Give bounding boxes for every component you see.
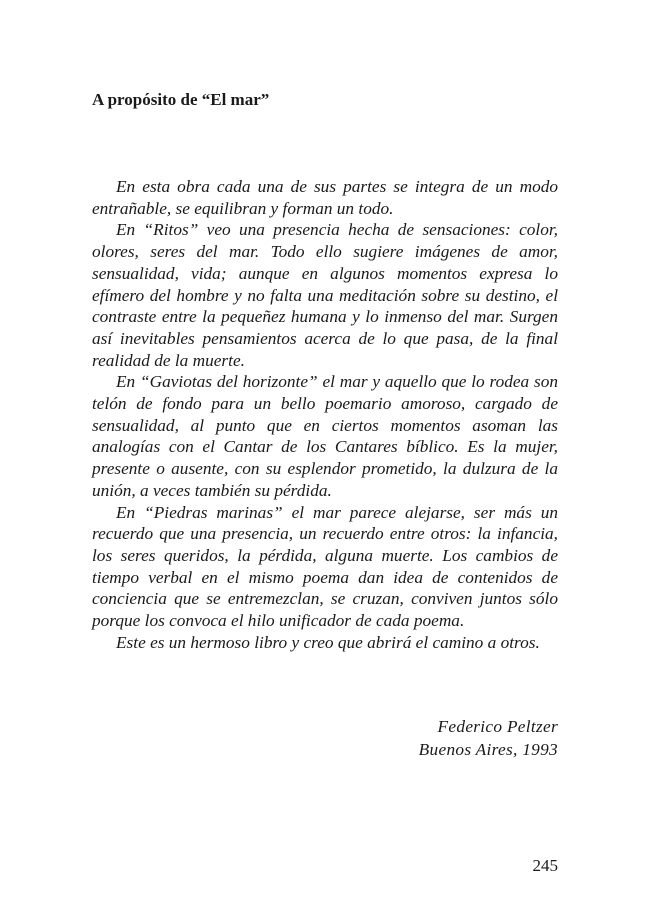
paragraph: En “Piedras marinas” el mar parece alejarse, ser más un recuerdo que una presencia, un recuerdo entre otros: la infancia, los seres queridos, la pérdida, alguna muerte. Los cambios de tiempo verbal en el mismo poema dan idea de contenidos de conciencia que se entremezclan, se cruzan, conviven juntos sólo porque los convoca el hilo unificador de cada poema. [92, 502, 558, 631]
place-date: Buenos Aires, 1993 [418, 740, 558, 759]
paragraph: En esta obra cada una de sus partes se integra de un modo entrañable, se equilibran y forman un todo. [92, 177, 558, 218]
paragraph: En “Gaviotas del horizonte” el mar y aquello que lo rodea son telón de fondo para un bello poemario amoroso, cargado de sensualidad, al punto que en ciertos momentos asoman las analogías con el Cantar de los Cantares bíblico. Es la mujer, presente o ausente, con su esplendor prometido, la dulzura de la unión, a veces también su pérdida. [92, 372, 558, 500]
page-number: 245 [532, 856, 558, 875]
signature-block [330, 715, 558, 761]
author-name: Federico Peltzer [437, 717, 558, 736]
body-text [92, 176, 558, 653]
paragraph: Este es un hermoso libro y creo que abrirá el camino a otros. [116, 632, 540, 652]
paragraph: En “Ritos” veo una presencia hecha de sensaciones: color, olores, seres del mar. Todo ello sugiere imágenes de amor, sensualidad, vida; aunque en algunos momentos expresa lo efímero del hombre y no falta una meditación sobre su destino, el contraste entre la pequeñez humana y lo inmenso del mar. Surgen así inevitables pensamientos acerca de lo que pasa, de la final realidad de la muerte. [92, 220, 558, 370]
page-title: A propósito de “El mar” [92, 90, 270, 109]
